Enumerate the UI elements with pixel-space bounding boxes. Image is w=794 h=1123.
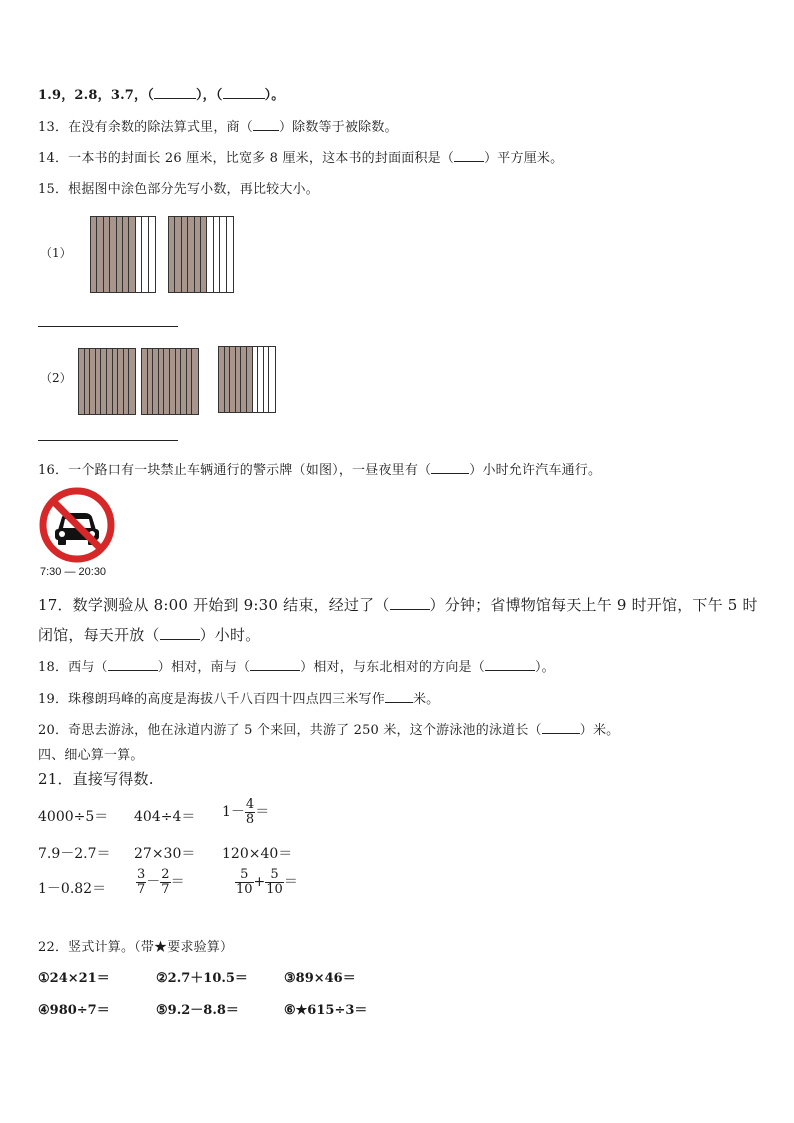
vertical-calc-item: ⑤9.2－8.8＝ bbox=[156, 1003, 239, 1018]
figure-label-2: （2） bbox=[40, 371, 72, 385]
calc-item-fraction: $\frac{3}{7}$ － $\frac{2}{7}$ ＝ bbox=[137, 867, 185, 897]
answer-blank[interactable] bbox=[160, 627, 200, 640]
answer-blank[interactable] bbox=[542, 721, 580, 734]
grid-column bbox=[129, 349, 135, 414]
question-16: 16．一个路口有一块禁止车辆通行的警示牌（如图），一昼夜里有（ ）小时允许汽车通行。 bbox=[38, 463, 602, 478]
answer-blank[interactable] bbox=[250, 658, 300, 671]
no-vehicles-sign-icon bbox=[38, 486, 116, 564]
vertical-calc-item: ②2.7＋10.5＝ bbox=[156, 971, 248, 986]
calc-item: 7.9－2.7＝ bbox=[38, 846, 111, 862]
question-15: 15．根据图中涂色部分先写小数，再比较大小。 bbox=[38, 182, 319, 197]
grid-column bbox=[149, 217, 155, 292]
answer-blank[interactable] bbox=[385, 690, 413, 703]
answer-blank[interactable] bbox=[431, 461, 469, 474]
vertical-calc-item: ⑥★615÷3＝ bbox=[284, 1003, 368, 1018]
calc-item: 404÷4＝ bbox=[134, 809, 196, 825]
question-14: 14．一本书的封面长 26 厘米，比宽多 8 厘米，这本书的封面面积是（ ）平方厘米。 bbox=[38, 151, 564, 166]
decimal-grid-1a bbox=[90, 216, 156, 293]
sign-time-range: 7:30 — 20:30 bbox=[40, 566, 107, 578]
decimal-grid-2b bbox=[141, 348, 199, 415]
answer-blank[interactable] bbox=[454, 149, 484, 162]
answer-blank[interactable] bbox=[485, 658, 535, 671]
question-12: 1.9，2.8，3.7，（ ），（ ）。 bbox=[38, 88, 285, 103]
decimal-grid-2c bbox=[218, 346, 276, 413]
answer-blank[interactable] bbox=[108, 658, 158, 671]
vertical-calc-item: ④980÷7＝ bbox=[38, 1003, 110, 1018]
question-17-line1: 17．数学测验从 8:00 开始到 9:30 结束，经过了（ ）分钟；省博物馆每天上午 9 时开馆，下午 5 时 bbox=[38, 596, 758, 614]
question-21-title: 21．直接写得数. bbox=[38, 770, 154, 788]
calc-item: 4000÷5＝ bbox=[38, 809, 109, 825]
calc-item-fraction: $\frac{5}{10}$ + $\frac{5}{10}$ ＝ bbox=[236, 867, 298, 897]
answer-blank[interactable] bbox=[390, 597, 430, 610]
figure-label-1: （1） bbox=[40, 246, 72, 260]
grid-column bbox=[227, 217, 233, 292]
grid-column bbox=[269, 347, 275, 412]
vertical-calc-item: ③89×46＝ bbox=[284, 971, 356, 986]
question-17-line2: 闭馆，每天开放（ ）小时。 bbox=[38, 626, 261, 644]
question-19: 19．珠穆朗玛峰的高度是海拔八千八百四十四点四三米写作 米。 bbox=[38, 692, 440, 707]
question-20: 20．奇思去游泳，他在泳道内游了 5 个来回，共游了 250 米，这个游泳池的泳道长（ ）米。 bbox=[38, 723, 620, 738]
question-18: 18．西与（ ）相对，南与（ ）相对，与东北相对的方向是（ ）。 bbox=[38, 660, 555, 675]
answer-line[interactable] bbox=[38, 440, 178, 441]
answer-blank[interactable] bbox=[223, 86, 265, 99]
vertical-calc-item: ①24×21＝ bbox=[38, 971, 110, 986]
calc-item: 27×30＝ bbox=[134, 846, 196, 862]
calc-item: 120×40＝ bbox=[222, 846, 293, 862]
section-4-title: 四、细心算一算。 bbox=[38, 748, 144, 763]
answer-blank[interactable] bbox=[154, 86, 196, 99]
decimal-grid-2a bbox=[78, 348, 136, 415]
calc-item: 1－0.82＝ bbox=[38, 881, 107, 897]
grid-column bbox=[192, 349, 198, 414]
answer-line[interactable] bbox=[38, 326, 178, 327]
question-22-title: 22．竖式计算。（带★要求验算） bbox=[38, 940, 234, 955]
calc-item-fraction: 1－ $\frac{4}{8}$ ＝ bbox=[222, 797, 270, 827]
decimal-grid-1b bbox=[168, 216, 234, 293]
answer-blank[interactable] bbox=[253, 118, 279, 131]
question-13: 13．在没有余数的除法算式里，商（ ）除数等于被除数。 bbox=[38, 120, 398, 135]
